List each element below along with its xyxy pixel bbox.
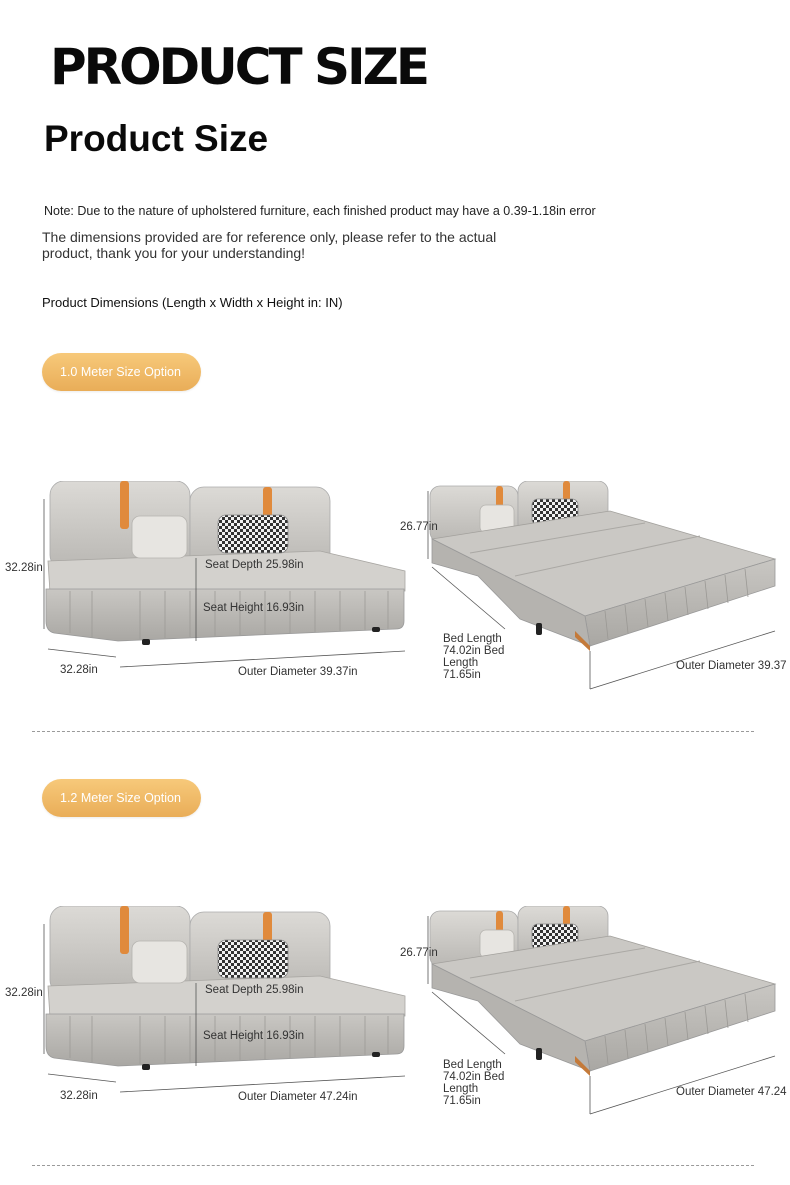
seat-height-label: Seat Height 16.93in (203, 1030, 305, 1042)
bed-width-label: Outer Diameter 47.24 (676, 1086, 787, 1098)
sofa-bed-illustration (0, 906, 790, 1146)
hero-title: PRODUCT SIZE (50, 38, 427, 96)
size-option-2-diagram (0, 888, 790, 1148)
sofa-depth-label: 32.28in (60, 664, 98, 676)
seat-depth-label: Seat Depth 25.98in (205, 559, 304, 571)
bed-width-label: Outer Diameter 39.37 (676, 660, 787, 672)
sofa-width-label: Outer Diameter 47.24in (238, 1091, 358, 1103)
bed-length-label: Bed Length 74.02in Bed Length 71.65in (443, 633, 505, 681)
section-divider (32, 1165, 754, 1166)
bed-length-label: Bed Length 74.02in Bed Length 71.65in (443, 1059, 505, 1107)
seat-depth-label: Seat Depth 25.98in (205, 984, 304, 996)
seat-height-label: Seat Height 16.93in (203, 602, 305, 614)
sofa-bed-illustration (0, 481, 790, 721)
sofa-width-label: Outer Diameter 39.37in (238, 666, 358, 678)
size-option-1-badge: 1.0 Meter Size Option (42, 353, 201, 391)
page-title: Product Size (44, 118, 269, 159)
size-option-2-badge: 1.2 Meter Size Option (42, 779, 201, 817)
dimensions-heading: Product Dimensions (Length x Width x Height in: IN) (42, 295, 343, 310)
reference-note: The dimensions provided are for reference only, please refer to the actual product, thank you for your understanding! (42, 229, 497, 261)
bed-back-height-label: 26.77in (400, 521, 438, 533)
section-divider (32, 731, 754, 732)
bed-back-height-label: 26.77in (400, 947, 438, 959)
error-note: Note: Due to the nature of upholstered furniture, each finished product may have a 0.39-1.18in error (44, 204, 596, 218)
size-option-1-diagram (0, 463, 790, 723)
sofa-height-label: 32.28in (5, 562, 43, 574)
sofa-height-label: 32.28in (5, 987, 43, 999)
sofa-depth-label: 32.28in (60, 1090, 98, 1102)
